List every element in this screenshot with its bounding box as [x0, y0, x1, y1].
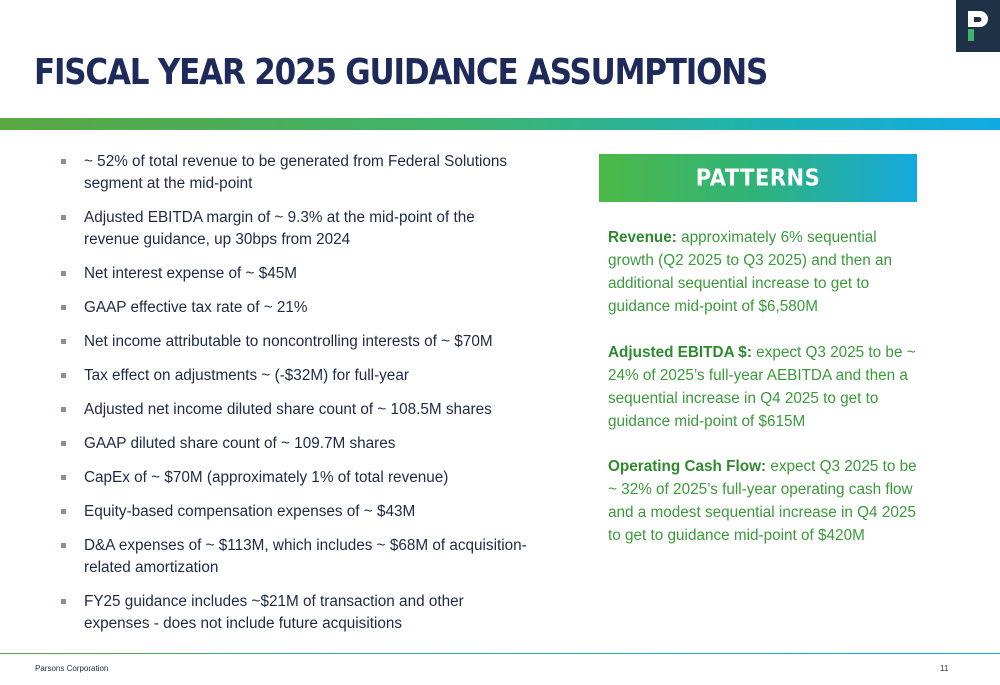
bullet-square-icon [61, 339, 66, 344]
pattern-revenue [608, 226, 920, 318]
bullet-square-icon [61, 271, 66, 276]
list-item: CapEx of ~ $70M (approximately 1% of total revenue) [60, 467, 530, 489]
title-divider-bar [0, 118, 1000, 130]
bullet-square-icon [61, 373, 66, 378]
bullet-square-icon [61, 543, 66, 548]
list-item: ~ 52% of total revenue to be generated from Federal Solutions segment at the mid-point [60, 151, 530, 195]
pattern-label: Operating Cash Flow: [608, 458, 767, 475]
list-item: Equity-based compensation expenses of ~ $43M [60, 501, 530, 523]
footer-company-name: Parsons Corporation [35, 664, 109, 673]
parsons-logo-icon [966, 9, 990, 43]
company-logo [956, 0, 1000, 52]
page-number: 11 [940, 664, 949, 673]
patterns-header-label: PATTERNS [695, 164, 821, 192]
pattern-text: expect Q3 2025 to be ~ 24% of 2025’s full-year AEBITDA and then a sequential increase in Q4 2025 to get to guidance mid-point of $615M [608, 344, 916, 430]
list-item: Adjusted EBITDA margin of ~ 9.3% at the mid-point of the revenue guidance, up 30bps from 2024 [60, 207, 530, 251]
bullet-square-icon [61, 599, 66, 604]
pattern-label: Revenue: [608, 229, 677, 246]
list-item: Net income attributable to noncontrolling interests of ~ $70M [60, 331, 530, 353]
bullet-square-icon [61, 509, 66, 514]
list-item: D&A expenses of ~ $113M, which includes ~ $68M of acquisition-related amortization [60, 535, 530, 579]
pattern-text: approximately 6% sequential growth (Q2 2025 to Q3 2025) and then an additional sequential increase to get to guidance mid-point of $6,580M [608, 229, 893, 315]
page-title: FISCAL YEAR 2025 GUIDANCE ASSUMPTIONS [34, 52, 768, 94]
list-item: Tax effect on adjustments ~ (-$32M) for full-year [60, 365, 530, 387]
pattern-text: expect Q3 2025 to be ~ 32% of 2025’s full-year operating cash flow and a modest sequential increase in Q4 2025 to get to guidance mid-point of $420M [608, 458, 917, 544]
list-item: GAAP diluted share count of ~ 109.7M shares [60, 433, 530, 455]
bullet-square-icon [61, 159, 66, 164]
bullet-square-icon [61, 441, 66, 446]
pattern-label: Adjusted EBITDA $: [608, 344, 752, 361]
patterns-header [599, 154, 917, 202]
assumptions-list [60, 151, 530, 647]
bullet-square-icon [61, 475, 66, 480]
pattern-adjusted-ebitda [608, 341, 920, 433]
list-item: Adjusted net income diluted share count of ~ 108.5M shares [60, 399, 530, 421]
bullet-square-icon [61, 305, 66, 310]
list-item: GAAP effective tax rate of ~ 21% [60, 297, 530, 319]
bullet-square-icon [61, 215, 66, 220]
list-item: Net interest expense of ~ $45M [60, 263, 530, 285]
bullet-square-icon [61, 407, 66, 412]
footer-divider [0, 653, 1000, 654]
pattern-operating-cash-flow [608, 455, 920, 547]
list-item: FY25 guidance includes ~$21M of transaction and other expenses - does not include future acquisitions [60, 591, 530, 635]
